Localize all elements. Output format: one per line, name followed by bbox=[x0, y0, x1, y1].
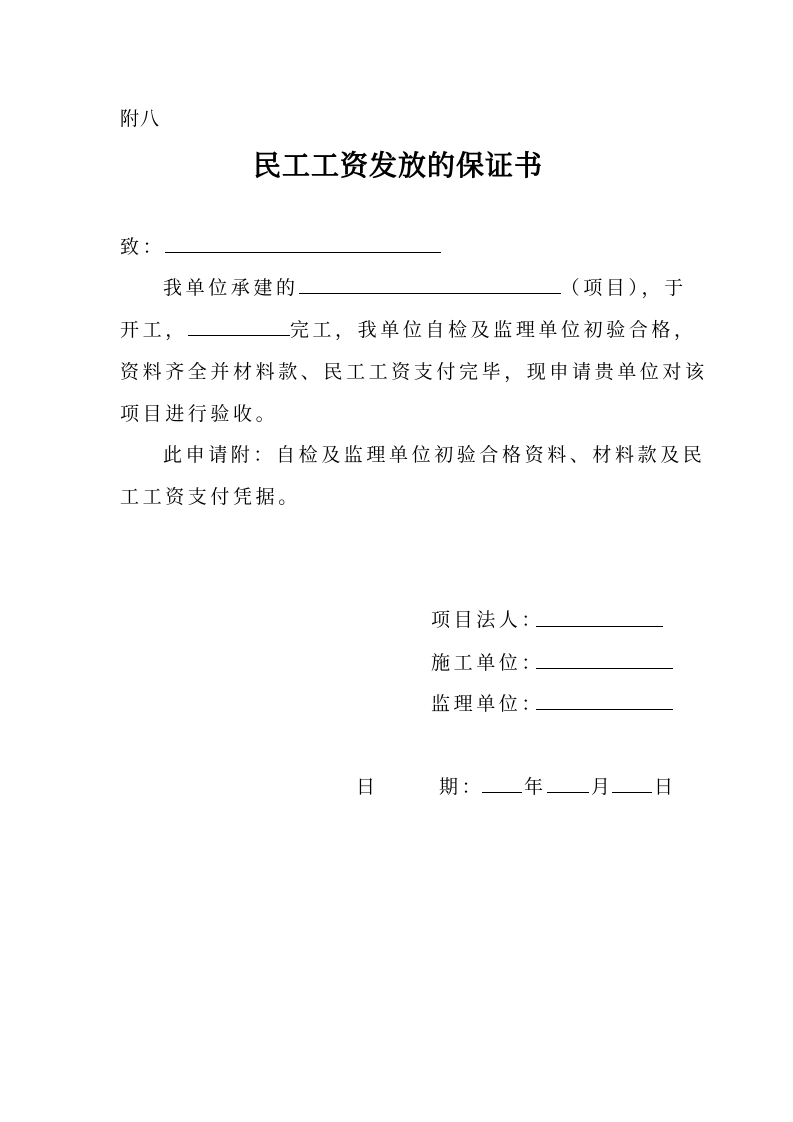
month-blank[interactable] bbox=[547, 792, 589, 793]
construction-unit-label: 施工单位： bbox=[431, 652, 545, 674]
paragraph-line-4: 项目进行验收。 bbox=[120, 403, 279, 425]
legal-person-label: 项目法人： bbox=[431, 609, 545, 631]
month-label: 月 bbox=[591, 776, 614, 798]
date-label-qi: 期： bbox=[439, 776, 485, 798]
completion-date-blank[interactable] bbox=[188, 317, 290, 336]
start-work-text: 开工， bbox=[120, 319, 188, 341]
addressee-label: 致： bbox=[120, 236, 166, 258]
construction-unit-blank[interactable] bbox=[536, 668, 673, 669]
project-intro-text: 我单位承建的 bbox=[163, 277, 299, 299]
year-blank[interactable] bbox=[482, 792, 522, 793]
paragraph-line-3: 资料齐全并材料款、民工工资支付完毕，现申请贵单位对该 bbox=[120, 361, 708, 383]
completion-text: 完工，我单位自检及监理单位初验合格， bbox=[289, 319, 697, 341]
attachment-line-2: 工工资支付凭据。 bbox=[120, 486, 301, 508]
legal-person-blank[interactable] bbox=[536, 626, 663, 627]
supervision-unit-blank[interactable] bbox=[536, 709, 673, 710]
year-label: 年 bbox=[524, 776, 547, 798]
attachment-line-1: 此申请附：自检及监理单位初验合格资料、材料款及民 bbox=[163, 444, 706, 466]
document-title: 民工工资发放的保证书 bbox=[253, 149, 544, 182]
day-blank[interactable] bbox=[612, 792, 652, 793]
date-label-ri: 日 bbox=[356, 776, 379, 798]
day-label: 日 bbox=[654, 776, 677, 798]
project-suffix-text: （项目），于 bbox=[560, 277, 687, 299]
addressee-blank[interactable] bbox=[165, 234, 441, 253]
addressee-line bbox=[120, 232, 441, 259]
annex-label: 附八 bbox=[120, 108, 161, 130]
supervision-unit-label: 监理单位： bbox=[431, 693, 545, 715]
paragraph-line-1 bbox=[163, 273, 687, 300]
paragraph-line-2 bbox=[120, 315, 697, 342]
project-name-blank[interactable] bbox=[299, 275, 561, 294]
